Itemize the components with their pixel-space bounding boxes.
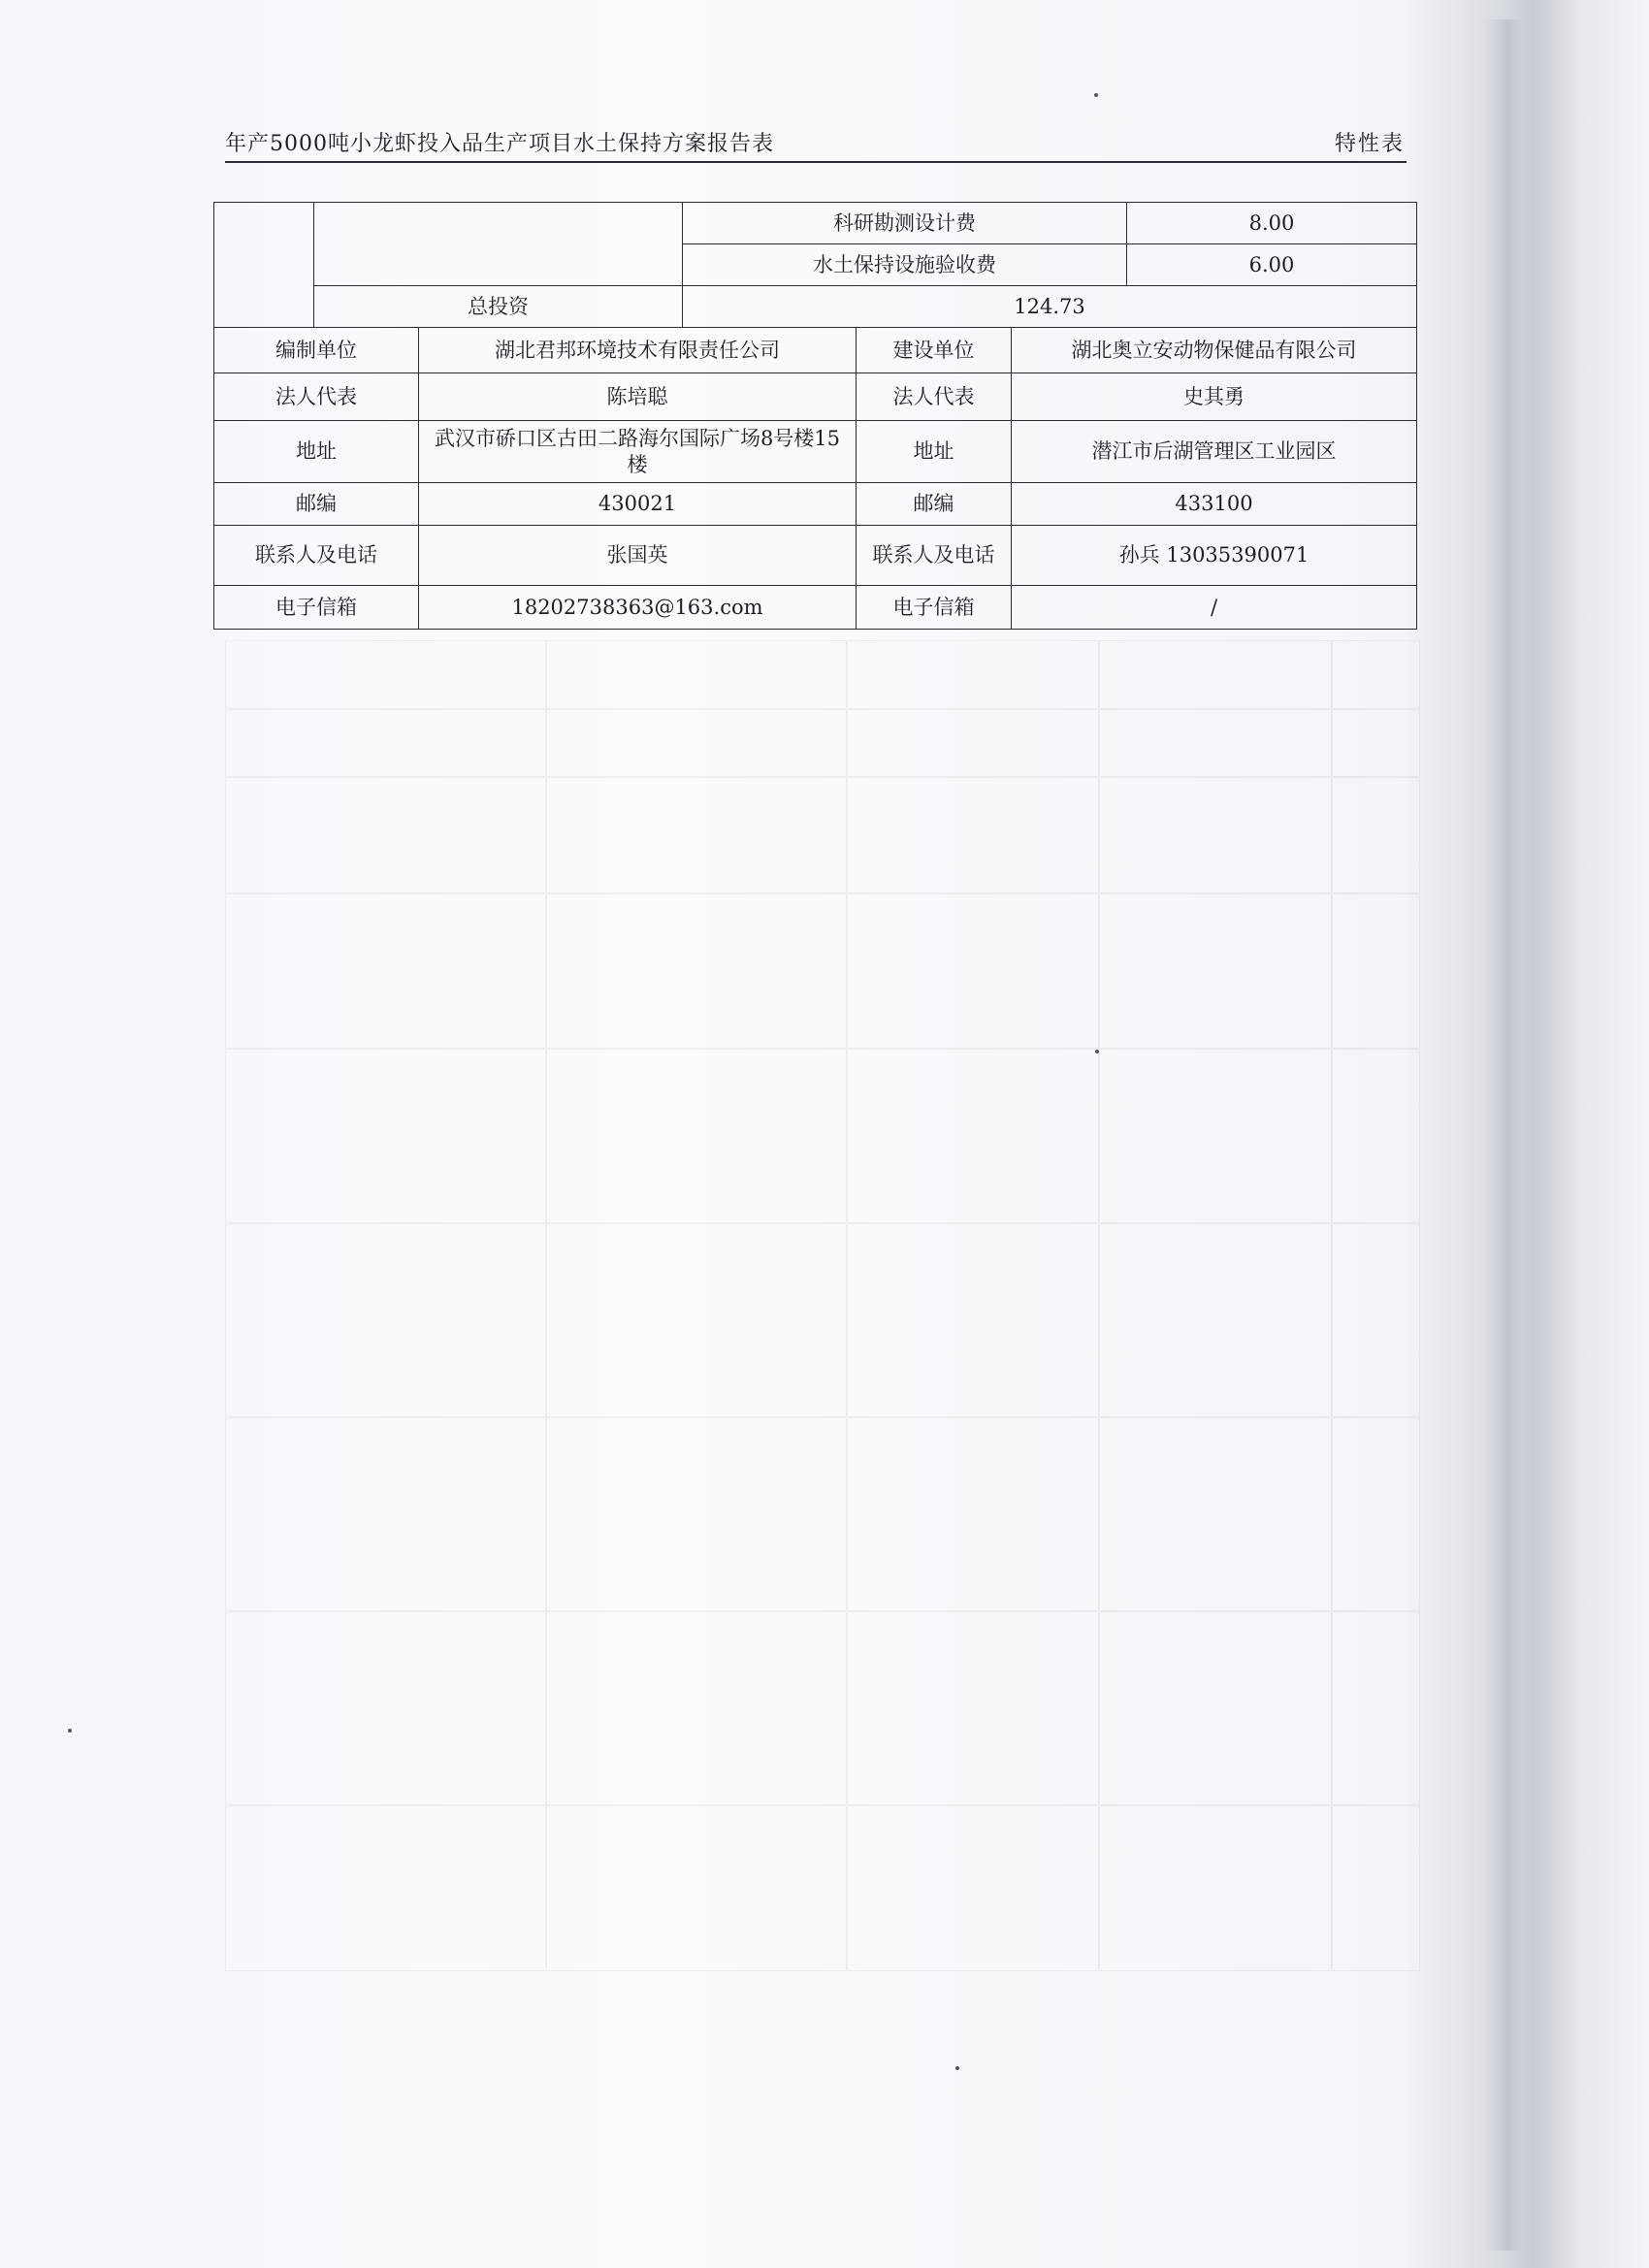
blank-cell	[314, 203, 683, 286]
info-label: 地址	[857, 421, 1012, 483]
info-value: 430021	[419, 483, 857, 526]
info-row	[214, 373, 1417, 421]
scan-speck	[1095, 1050, 1099, 1053]
info-label: 电子信箱	[214, 586, 419, 630]
info-row	[214, 483, 1417, 526]
info-label: 邮编	[214, 483, 419, 526]
info-value: /	[1012, 586, 1417, 630]
scan-speck	[1094, 93, 1098, 97]
total-label: 总投资	[314, 286, 683, 328]
info-value: 433100	[1012, 483, 1417, 526]
info-label: 编制单位	[214, 328, 419, 373]
info-value: 18202738363@163.com	[419, 586, 857, 630]
info-label: 联系人及电话	[214, 526, 419, 586]
blank-cell	[214, 203, 314, 328]
total-value: 124.73	[683, 286, 1417, 328]
total-row	[214, 286, 1417, 328]
info-value: 陈培聪	[419, 373, 857, 421]
info-value: 湖北君邦环境技术有限责任公司	[419, 328, 857, 373]
info-row	[214, 328, 1417, 373]
info-value: 孙兵 13035390071	[1012, 526, 1417, 586]
cost-value: 6.00	[1127, 244, 1417, 286]
info-label: 电子信箱	[857, 586, 1012, 630]
info-row	[214, 526, 1417, 586]
cost-label: 水土保持设施验收费	[683, 244, 1127, 286]
info-label: 地址	[214, 421, 419, 483]
info-row	[214, 421, 1417, 483]
scan-speck	[68, 1729, 72, 1733]
info-value: 史其勇	[1012, 373, 1417, 421]
info-label: 建设单位	[857, 328, 1012, 373]
info-label: 联系人及电话	[857, 526, 1012, 586]
cost-label: 科研勘测设计费	[683, 203, 1127, 244]
bleed-through-grid	[225, 640, 1418, 1969]
info-row	[214, 586, 1417, 630]
section-tag: 特性表	[1334, 132, 1405, 156]
info-label: 法人代表	[214, 373, 419, 421]
characteristics-table	[213, 202, 1417, 328]
info-value: 武汉市硚口区古田二路海尔国际广场8号楼15楼	[419, 421, 857, 483]
cost-row	[214, 203, 1417, 244]
info-label: 邮编	[857, 483, 1012, 526]
info-value: 潜江市后湖管理区工业园区	[1012, 421, 1417, 483]
page-header	[225, 124, 1406, 163]
report-title: 年产5000吨小龙虾投入品生产项目水土保持方案报告表	[225, 132, 774, 156]
info-label: 法人代表	[857, 373, 1012, 421]
scan-speck	[955, 2066, 959, 2070]
info-value: 湖北奥立安动物保健品有限公司	[1012, 328, 1417, 373]
cost-value: 8.00	[1127, 203, 1417, 244]
unit-info-table	[213, 327, 1417, 630]
page-edge-shadow	[1484, 19, 1523, 2251]
info-value: 张国英	[419, 526, 857, 586]
